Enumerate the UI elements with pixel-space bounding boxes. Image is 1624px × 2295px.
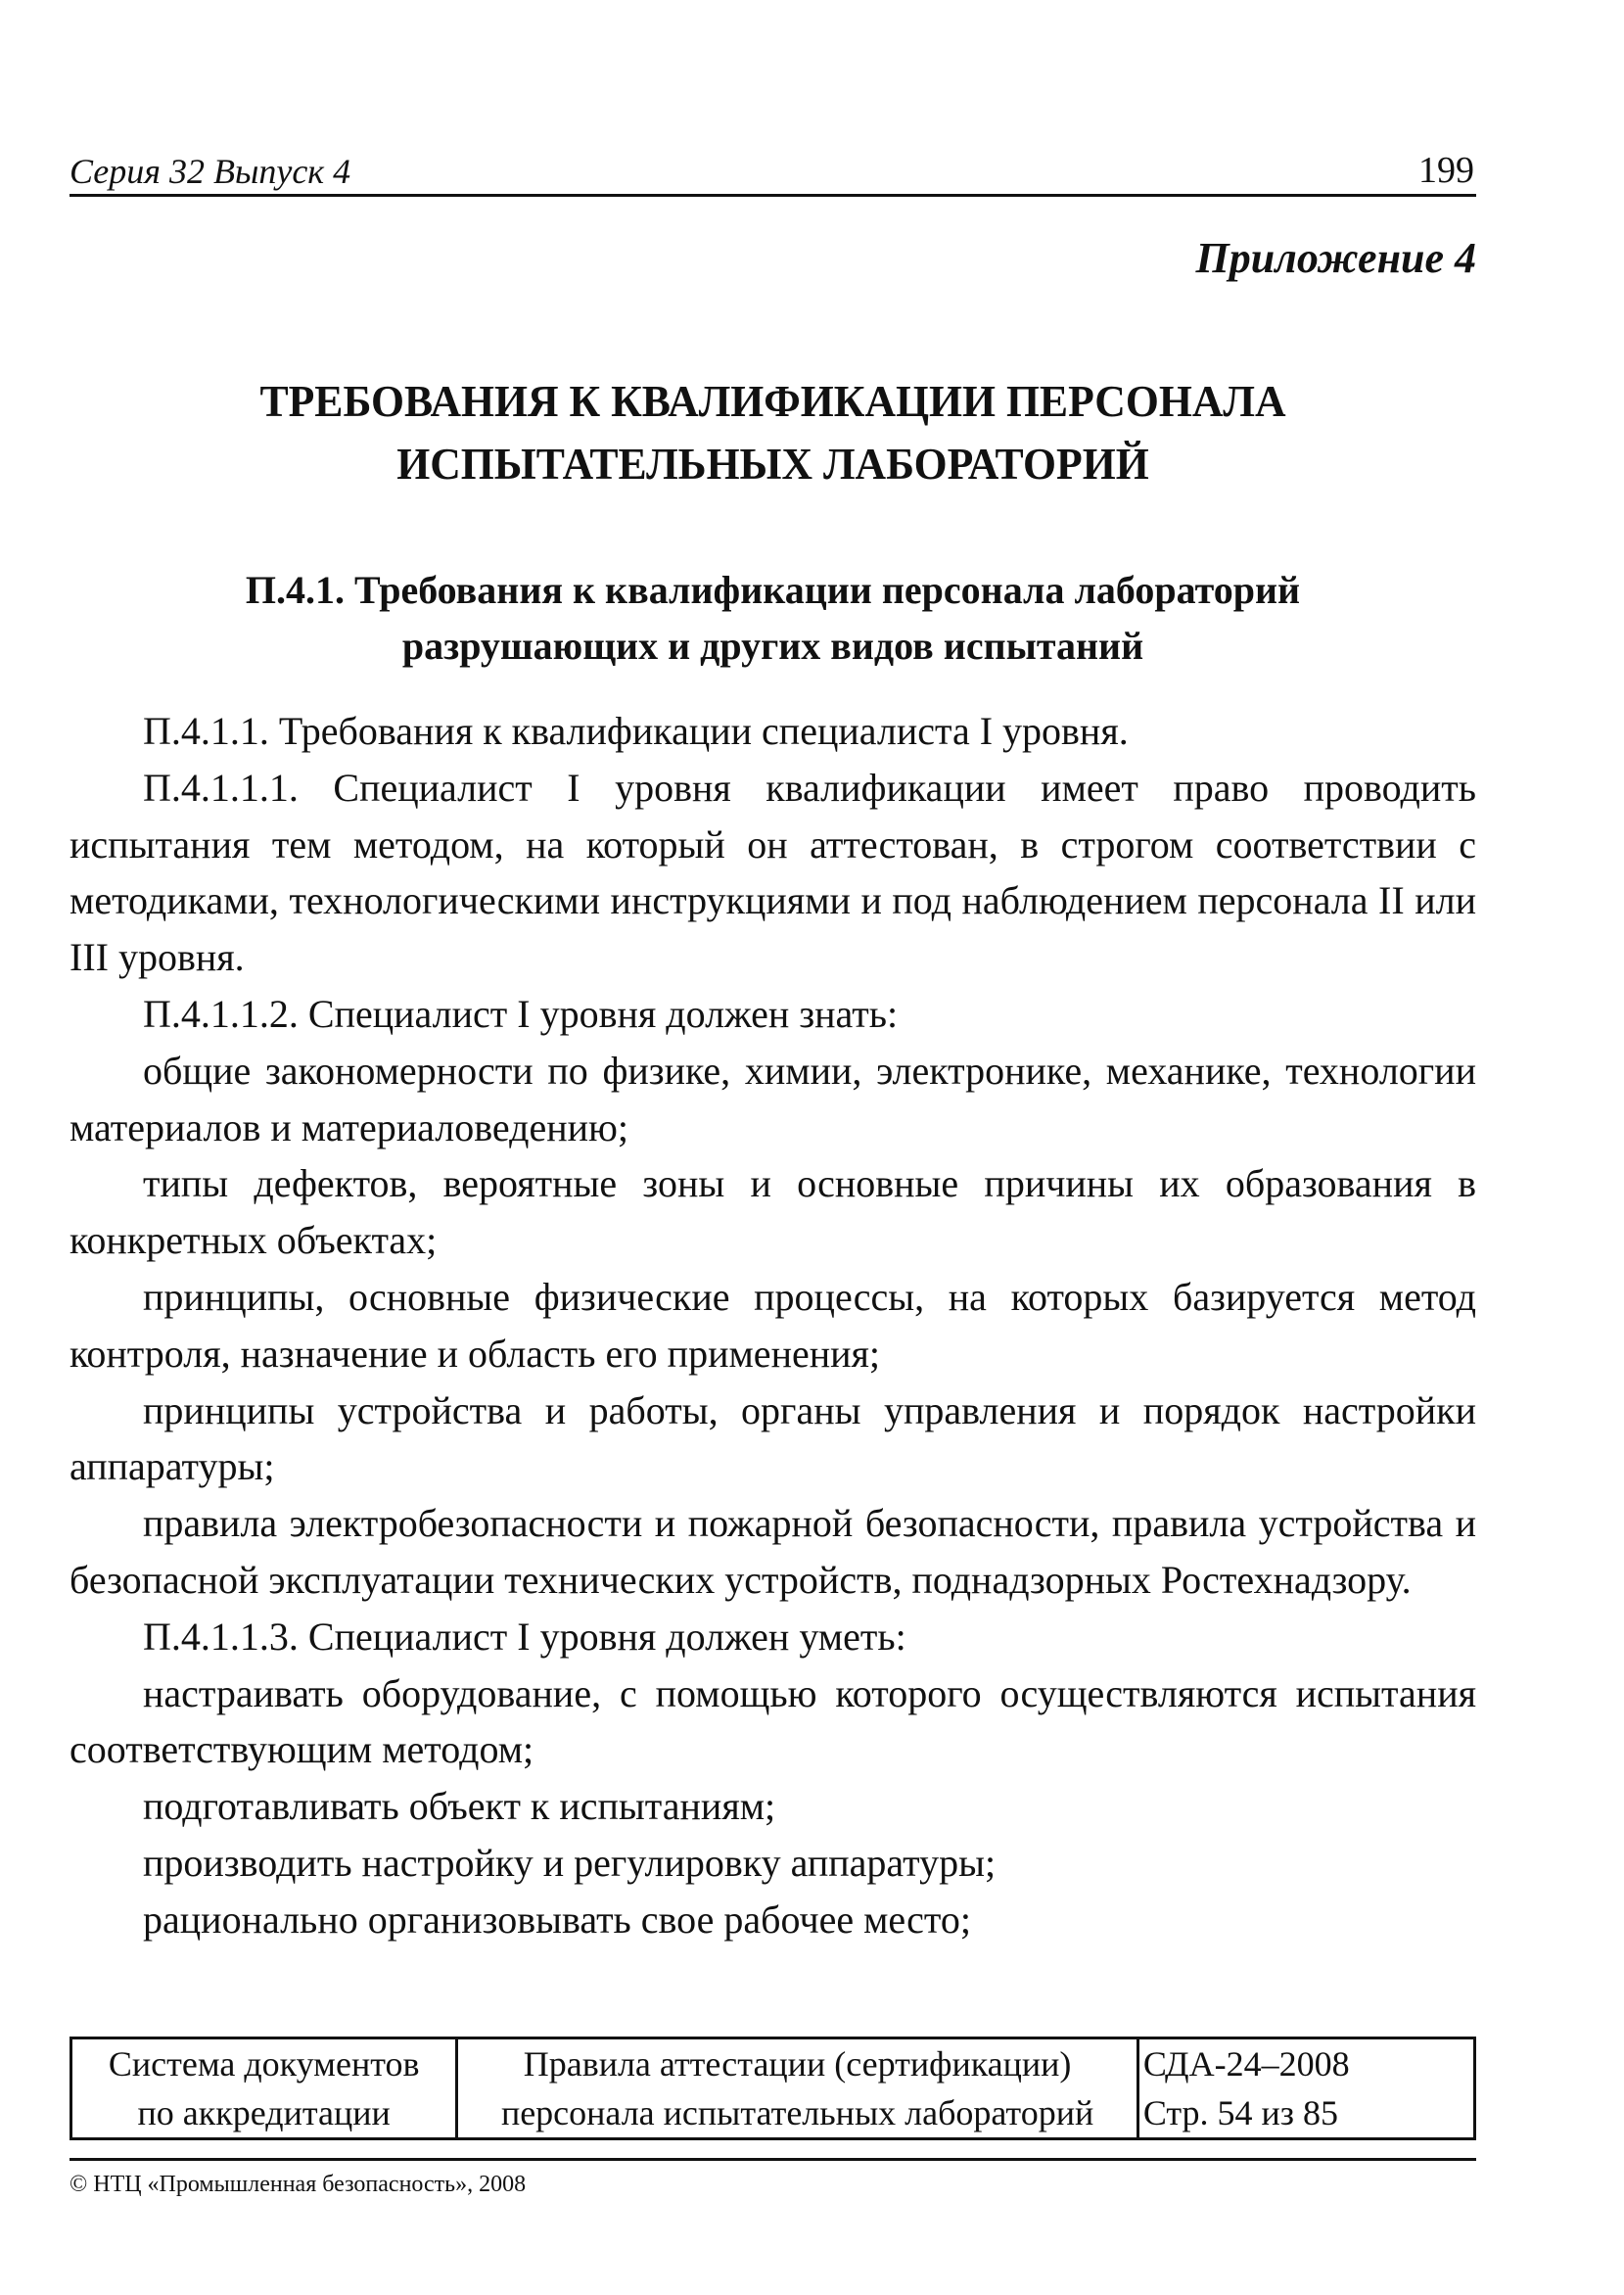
cell-line: Правила аттестации (сертификации) (523, 2044, 1072, 2084)
section-heading-line-2: разрушающих и других видов испытаний (401, 624, 1144, 668)
section-heading-line-1: П.4.1. Требования к квалификации персонала лабораторий (245, 568, 1301, 612)
body-text (70, 703, 1476, 1948)
copyright-notice: © НТЦ «Промышленная безопасность», 2008 (70, 2172, 527, 2197)
paragraph: производить настройку и регулировку аппаратуры; (143, 1840, 997, 1885)
paragraph: принципы устройства и работы, органы управления и порядок настройки аппаратуры; (70, 1387, 1476, 1489)
cell-line: персонала испытательных лабораторий (500, 2093, 1094, 2132)
doc-code-cell (1137, 2038, 1474, 2139)
doc-system-cell (71, 2038, 457, 2139)
paragraph: рационально организовывать свое рабочее место; (143, 1897, 971, 1942)
series-label: Серия 32 Выпуск 4 (70, 152, 351, 191)
cell-line: Система документов (108, 2044, 420, 2084)
section-heading (70, 562, 1476, 674)
footer-divider (70, 2158, 1476, 2161)
appendix-label: Приложение 4 (1195, 234, 1476, 282)
page-title (105, 370, 1441, 495)
paragraph: П.4.1.1.2. Специалист I уровня должен знать: (143, 991, 899, 1036)
document-footer-table (70, 2037, 1476, 2140)
paragraph: настраивать оборудование, с помощью которого осуществляются испытания соответствующим методом; (70, 1670, 1476, 1772)
paragraph: подготавливать объект к испытаниям; (143, 1784, 776, 1829)
paragraph: правила электробезопасности и пожарной безопасности, правила устройства и безопасной эксплуатации технических устройств, поднадзорных Ростехнадзору. (70, 1501, 1476, 1602)
title-line-1: ТРЕБОВАНИЯ К КВАЛИФИКАЦИИ ПЕРСОНАЛА (259, 376, 1286, 426)
paragraph: П.4.1.1.3. Специалист I уровня должен уметь: (143, 1614, 906, 1659)
cell-line: по аккредитации (137, 2093, 391, 2132)
paragraph: П.4.1.1.1. Специалист I уровня квалификации имеет право проводить испытания тем методом, на который он аттестован, в строгом соответствии с методиками, технологическими инструкциями и под наблюдением персонала II или III уровня. (70, 765, 1476, 980)
table-row (71, 2038, 1475, 2139)
doc-code: СДА-24–2008 (1142, 2044, 1350, 2084)
title-line-2: ИСПЫТАТЕЛЬНЫХ ЛАБОРАТОРИЙ (396, 439, 1149, 489)
paragraph: принципы, основные физические процессы, на которых базируется метод контроля, назначение и область его применения; (70, 1274, 1476, 1376)
paragraph: общие закономерности по физике, химии, электронике, механике, технологии материалов и материаловедению; (70, 1048, 1476, 1149)
paragraph: П.4.1.1. Требования к квалификации специалиста I уровня. (143, 709, 1129, 753)
document-page (70, 0, 1476, 2295)
paragraph: типы дефектов, вероятные зоны и основные причины их образования в конкретных объектах; (70, 1161, 1476, 1263)
page-number: 199 (1418, 150, 1474, 191)
running-header (70, 147, 1476, 197)
doc-title-cell (457, 2038, 1137, 2139)
doc-page-count: Стр. 54 из 85 (1142, 2093, 1339, 2132)
